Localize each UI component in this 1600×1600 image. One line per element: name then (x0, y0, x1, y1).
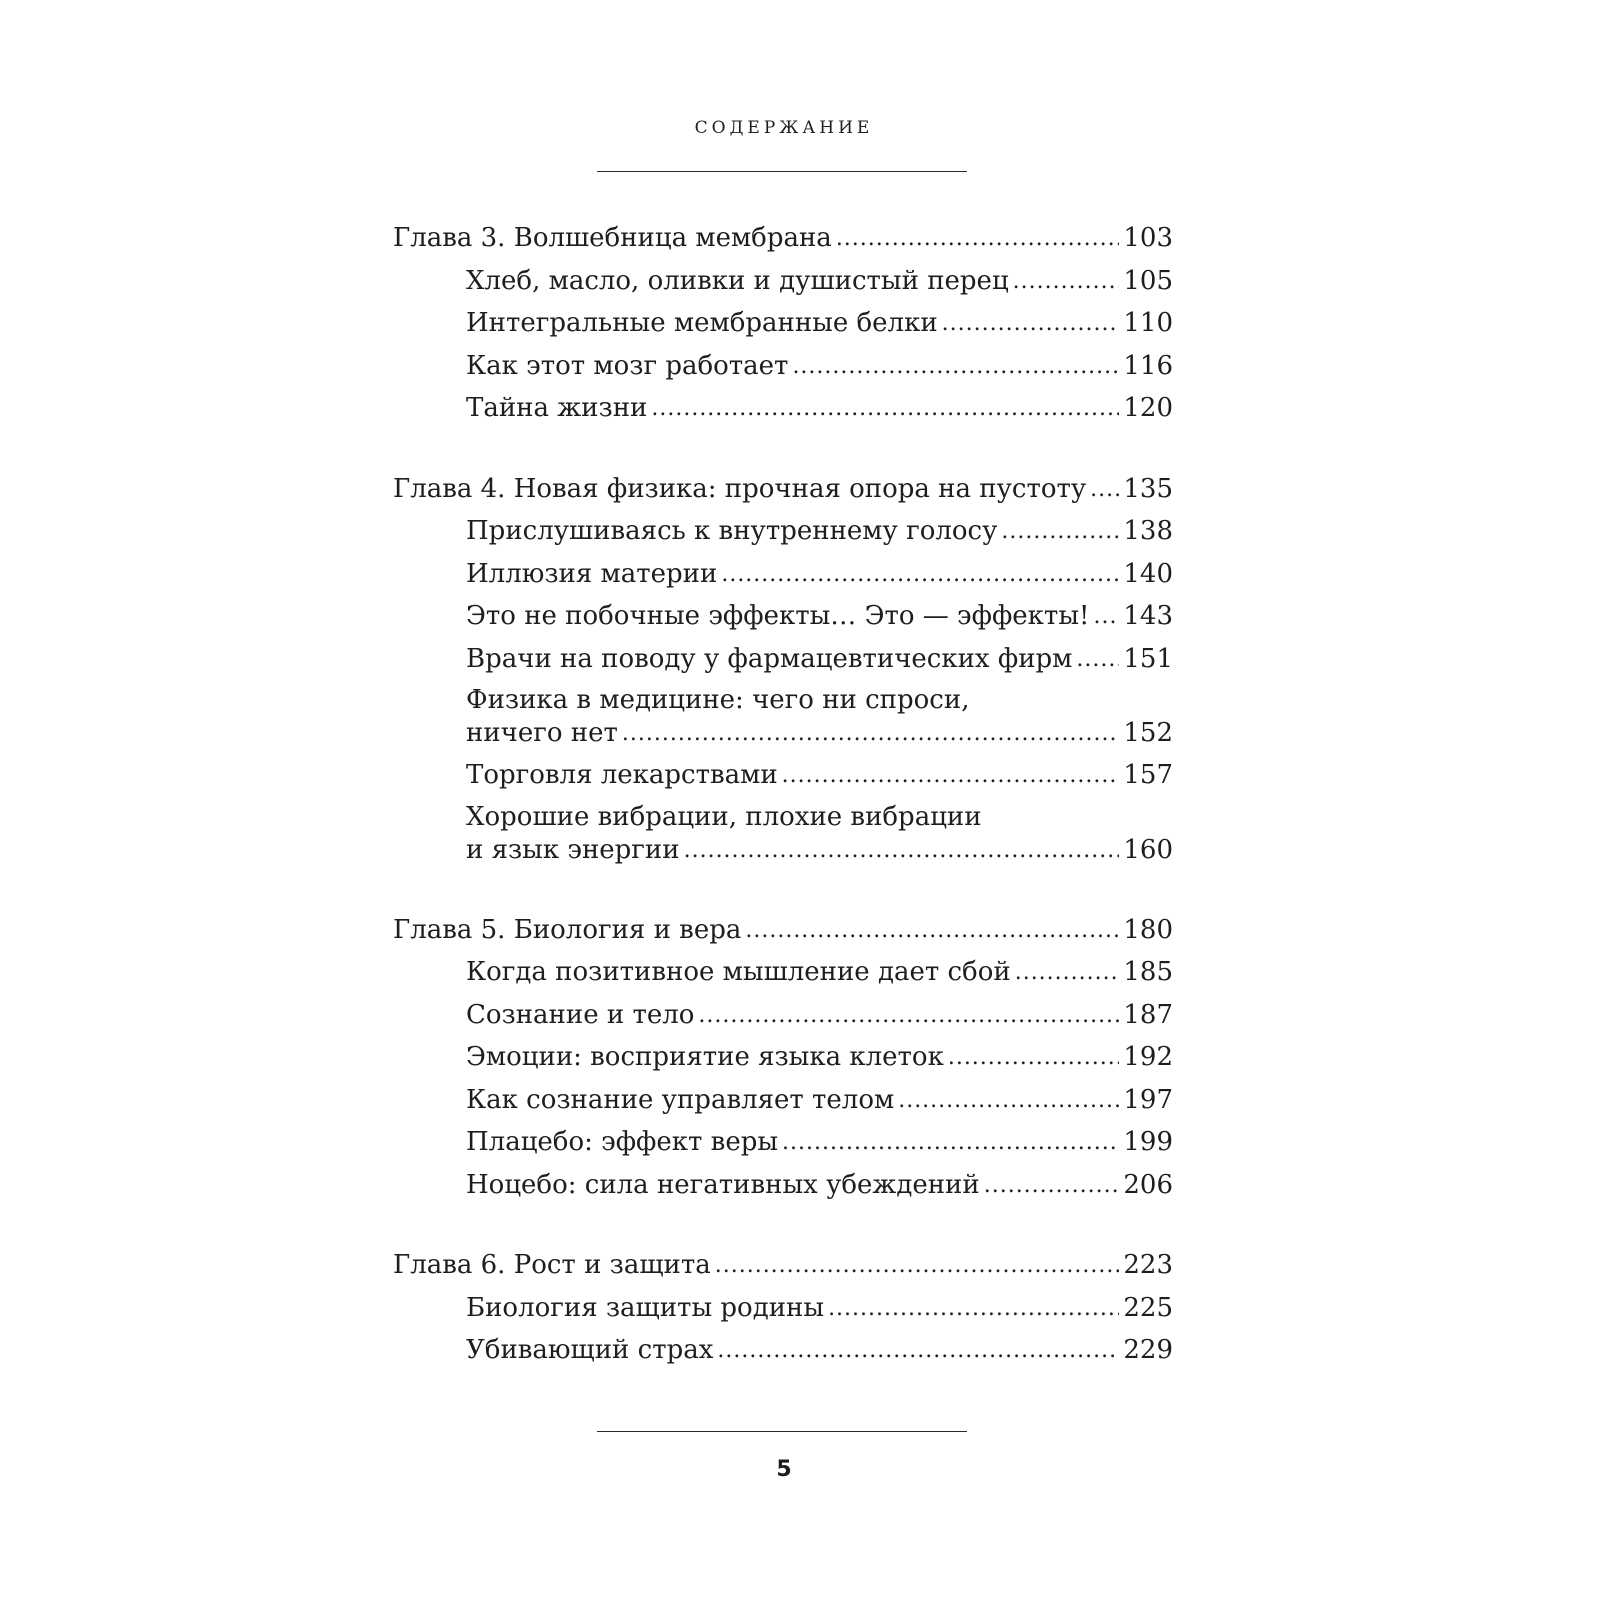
section-title: Это не побочные эффекты… Это — эффекты! (466, 601, 1090, 631)
page-number: 192 (1123, 1042, 1173, 1072)
section-title: Когда позитивное мышление дает сбой (466, 957, 1011, 987)
running-head-title: СОДЕРЖАНИЕ (694, 118, 874, 138)
page-number: 110 (1123, 308, 1173, 338)
chapter-entry[interactable] (393, 1245, 1173, 1288)
chapter-6-block (393, 1245, 1173, 1373)
section-title: Интегральные мембранные белки (466, 308, 938, 338)
section-title: Убивающий страх (466, 1335, 714, 1365)
dot-leader (698, 994, 1119, 1037)
section-entry[interactable] (393, 554, 1173, 597)
dot-leader (782, 754, 1120, 797)
bottom-rule (597, 1431, 967, 1432)
section-title-line-2: и язык энергии (466, 834, 680, 865)
page-number: 199 (1123, 1127, 1173, 1157)
section-entry[interactable] (393, 639, 1173, 682)
section-title: Эмоции: восприятие языка клеток (466, 1042, 944, 1072)
page-number: 120 (1123, 393, 1173, 423)
section-entry[interactable] (393, 388, 1173, 431)
page-number: 229 (1123, 1335, 1173, 1365)
section-entry[interactable] (393, 303, 1173, 346)
section-entry[interactable] (393, 1080, 1173, 1123)
page-number: 187 (1123, 999, 1173, 1030)
page-number: 140 (1123, 558, 1173, 589)
dot-leader (745, 909, 1119, 952)
page-number: 223 (1123, 1250, 1173, 1280)
dot-leader (1015, 951, 1120, 994)
section-title-line-1: Физика в медицине: чего ни спроси, (466, 685, 970, 715)
page-number: 105 (1123, 265, 1173, 296)
section-title: Как этот мозг работает (466, 350, 789, 381)
section-entry[interactable] (393, 755, 1173, 798)
dot-leader (1013, 260, 1120, 303)
dot-leader (948, 1036, 1120, 1079)
table-of-contents (393, 218, 1173, 1373)
dot-leader (1076, 638, 1119, 681)
section-title: Сознание и тело (466, 999, 695, 1030)
chapter-title: Глава 4. Новая физика: прочная опора на пустоту (393, 473, 1087, 504)
dot-leader (828, 1287, 1119, 1330)
dot-leader (684, 833, 1120, 867)
dot-leader (984, 1164, 1120, 1207)
section-entry[interactable] (393, 511, 1173, 554)
section-entry[interactable] (393, 261, 1173, 304)
top-rule (597, 171, 967, 172)
section-entry[interactable] (393, 596, 1173, 639)
section-entry-multiline[interactable] (393, 681, 1173, 755)
page-number: 225 (1123, 1292, 1173, 1323)
dot-leader (1093, 595, 1119, 638)
dot-leader (792, 345, 1119, 388)
page-number: 143 (1123, 601, 1173, 631)
chapter-title: Глава 6. Рост и защита (393, 1250, 711, 1280)
section-entry[interactable] (393, 1037, 1173, 1080)
section-title: Иллюзия материи (466, 558, 718, 589)
section-title: Ноцебо: сила негативных убеждений (466, 1169, 980, 1200)
dot-leader (836, 217, 1120, 260)
page-number: 160 (1123, 834, 1173, 865)
section-entry[interactable] (393, 995, 1173, 1038)
chapter-entry[interactable] (393, 218, 1173, 261)
page-number: 180 (1123, 914, 1173, 945)
chapter-4-block (393, 469, 1173, 872)
section-entry[interactable] (393, 1288, 1173, 1331)
dot-leader (1090, 468, 1119, 511)
dot-leader (782, 1121, 1119, 1164)
section-title-line-1: Хорошие вибрации, плохие вибрации (466, 801, 982, 832)
section-title: Врачи на поводу у фармацевтических фирм (466, 643, 1073, 674)
page-number: 197 (1123, 1084, 1173, 1115)
dot-leader (1001, 510, 1119, 553)
dot-leader (622, 716, 1119, 750)
section-title: Плацебо: эффект веры (466, 1127, 779, 1157)
section-title-line-2: ничего нет (466, 718, 618, 748)
page-number: 135 (1123, 473, 1173, 504)
section-title: Биология защиты родины (466, 1292, 825, 1323)
section-title: Прислушиваясь к внутреннему голосу (466, 516, 998, 546)
chapter-title: Глава 5. Биология и вера (393, 914, 742, 945)
dot-leader (651, 387, 1119, 430)
page-number: 157 (1123, 760, 1173, 790)
page-folio: 5 (776, 1457, 792, 1482)
section-title: Хлеб, масло, оливки и душистый перец (466, 265, 1009, 296)
chapter-5-block (393, 910, 1173, 1208)
dot-leader (715, 1244, 1120, 1287)
dot-leader (898, 1079, 1119, 1122)
section-title: Торговля лекарствами (466, 760, 778, 790)
page-number: 152 (1123, 718, 1173, 748)
page-number: 151 (1123, 643, 1173, 674)
section-entry-multiline[interactable] (393, 798, 1173, 872)
section-entry[interactable] (393, 1330, 1173, 1373)
page-number: 103 (1123, 223, 1173, 253)
section-title: Как сознание управляет телом (466, 1084, 895, 1115)
section-entry[interactable] (393, 1122, 1173, 1165)
page-number: 138 (1123, 516, 1173, 546)
chapter-title: Глава 3. Волшебница мембрана (393, 223, 832, 253)
dot-leader (721, 553, 1119, 596)
section-entry[interactable] (393, 1165, 1173, 1208)
dot-leader (942, 302, 1120, 345)
page-number: 116 (1123, 350, 1173, 381)
section-entry[interactable] (393, 952, 1173, 995)
section-entry[interactable] (393, 346, 1173, 389)
chapter-entry[interactable] (393, 910, 1173, 953)
page-number: 206 (1123, 1169, 1173, 1200)
page-number: 185 (1123, 957, 1173, 987)
section-title: Тайна жизни (466, 393, 648, 423)
chapter-3-block (393, 218, 1173, 431)
dot-leader (717, 1329, 1119, 1372)
chapter-entry[interactable] (393, 469, 1173, 512)
